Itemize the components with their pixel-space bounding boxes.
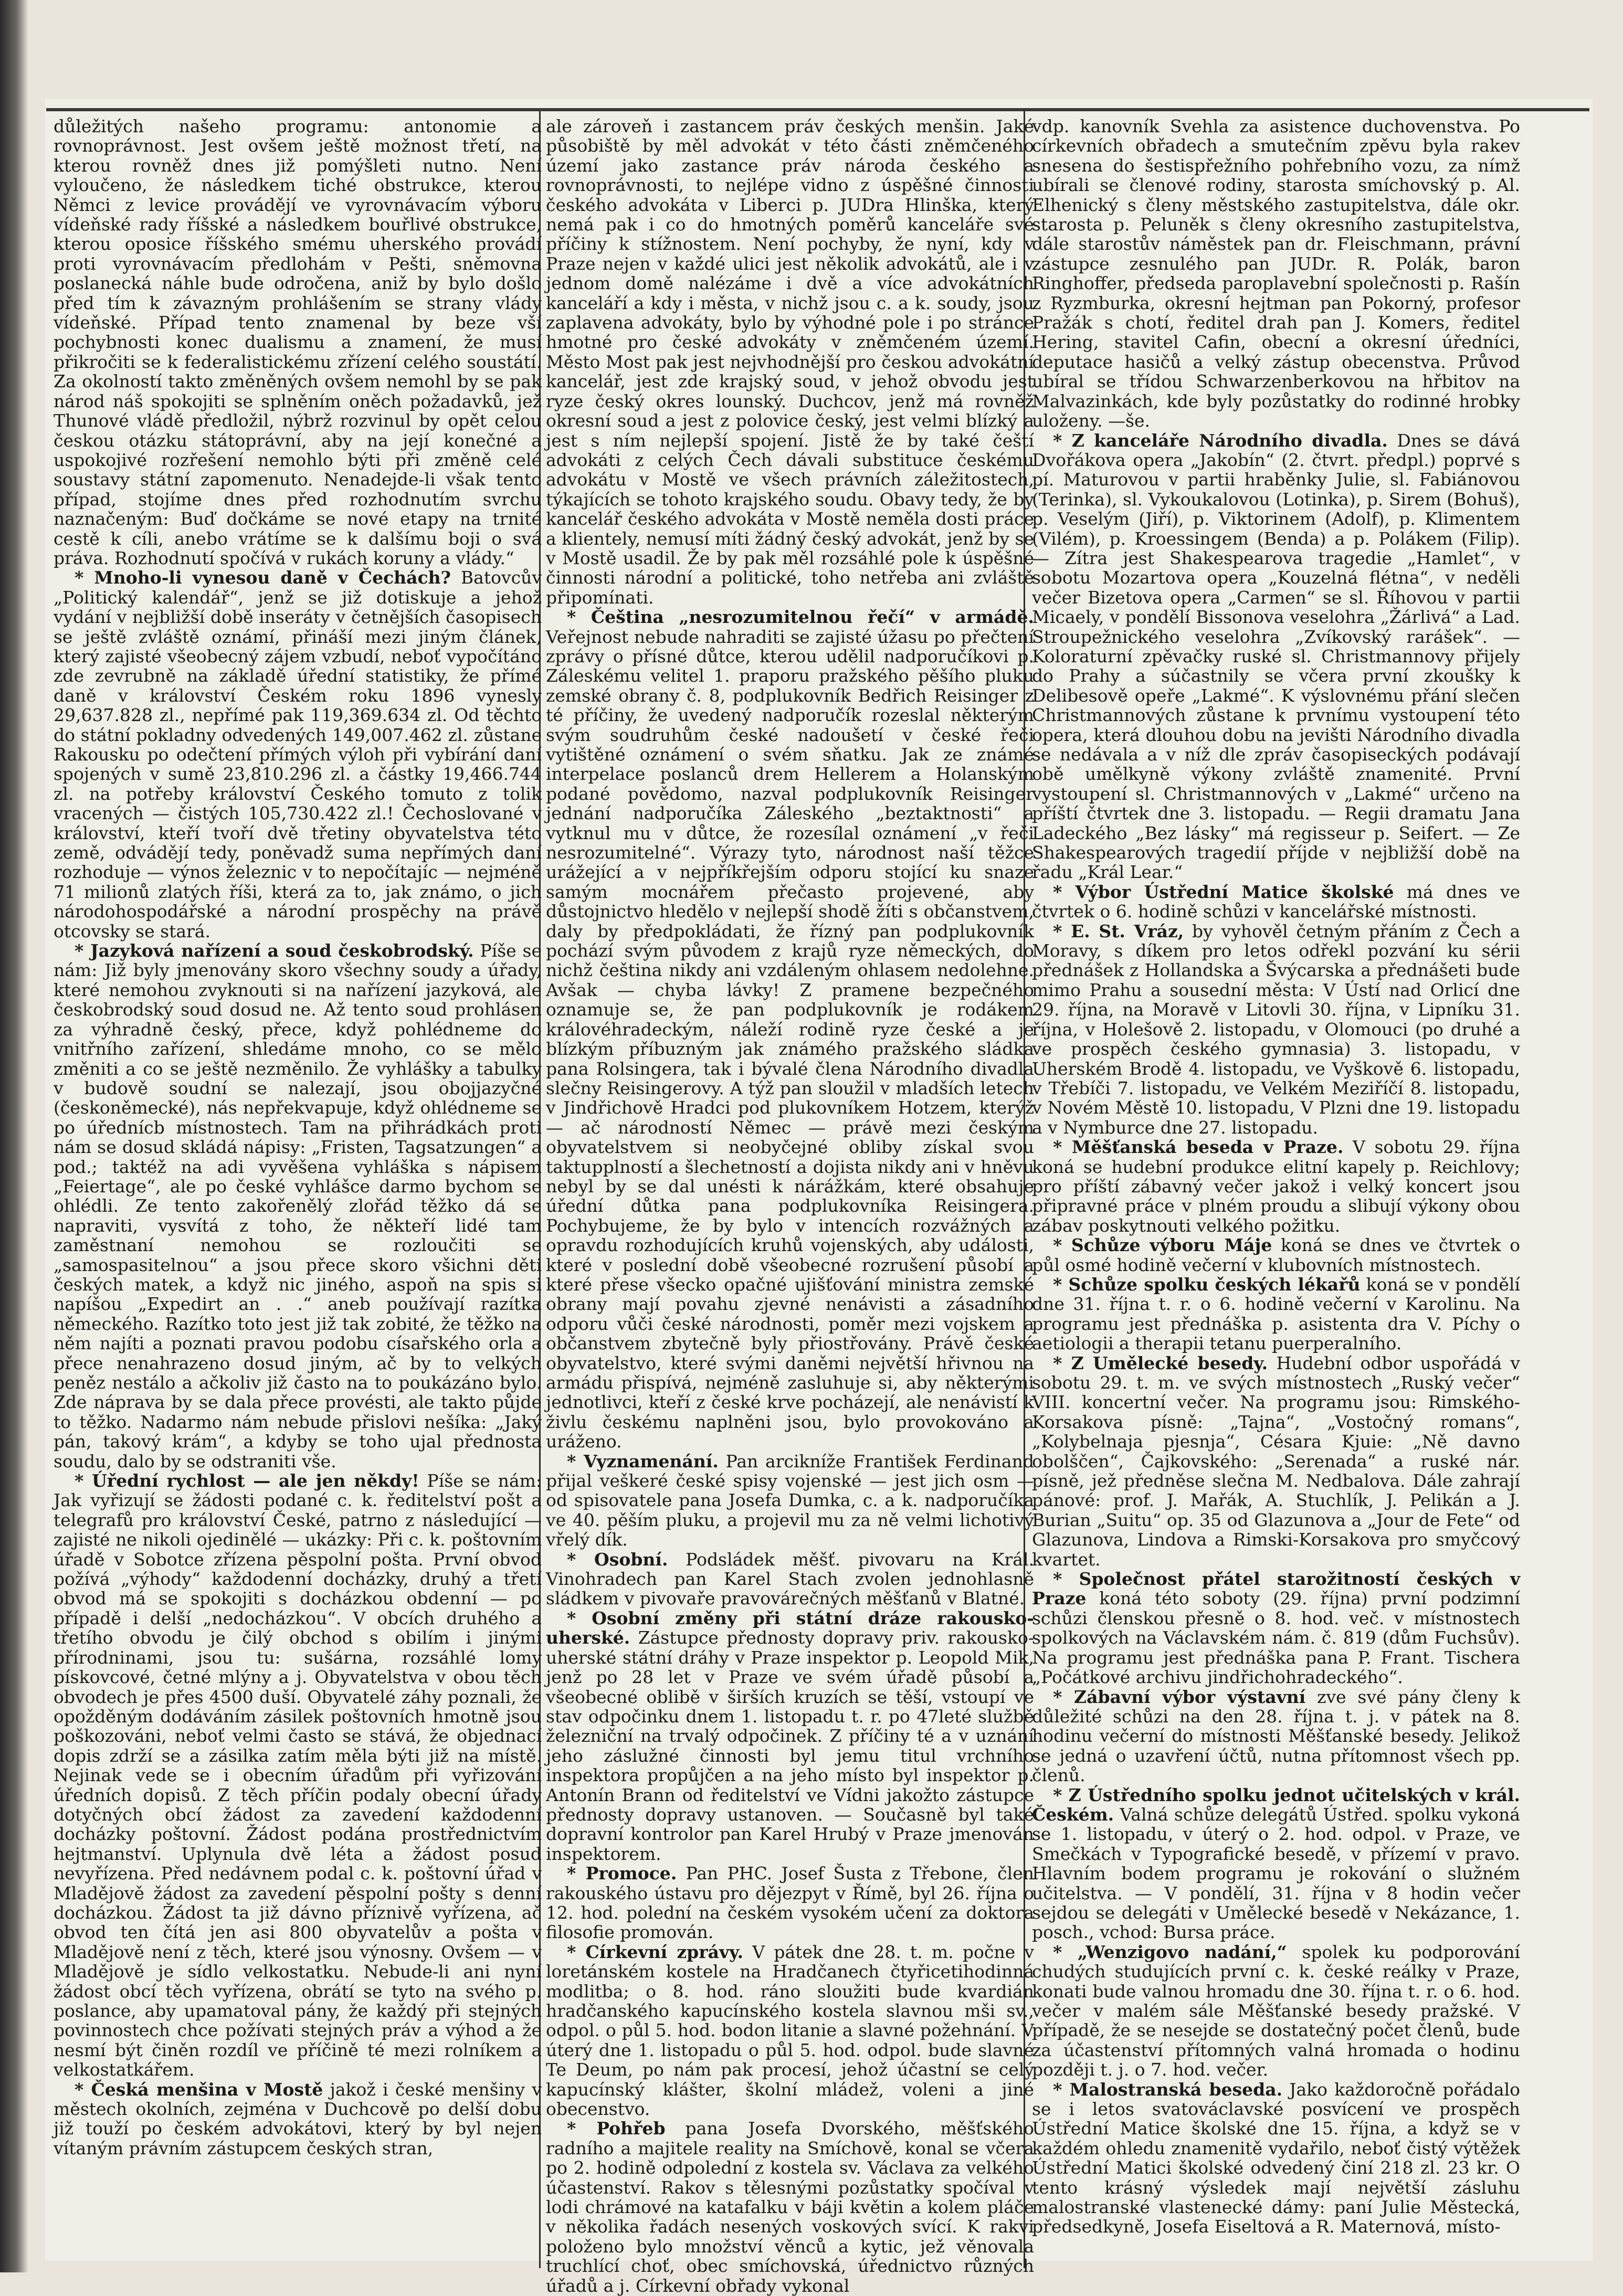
article-text: V sobotu 29. října koná se hudební produkce elitní kapely p. Reichlovy; pro příští zábavný večer jakož i velký koncert jsou připravné práce v plném proudu a slibují výkony obou zábav poskytnouti velkého požitku. [1032,1137,1520,1236]
article-text: spolek ku podporování chudých studujících první c. k. české reálky v Praze, konati bude valnou hromadu dne 30. října t. r. o 6. hod. večer v malém sále Měšťanské besedy pražské. V případě, že se nesejde se dostatečný počet členů, bude za účastenství přítomných valná hromada o hodinu později t. j. o 7. hod. večer. [1032,1941,1520,2080]
article-paragraph [546,1609,1034,1864]
article-heading: * Výbor Ústřední Matice školské [1053,881,1394,902]
article-heading: * Čeština „nesrozumitelnou řečí“ v armádě. [567,607,1034,628]
article-heading: * Osobní. [567,1549,668,1570]
article-paragraph [1032,882,1520,922]
article-paragraph [54,568,542,941]
article-paragraph [1032,1137,1520,1235]
article-text: Podsládek měšť. pivovaru na Král. Vinohradech pan Karel Stach zvolen jednohlasně sládkem v pivovaře pravovárečných měšťanů v Blatné. [546,1549,1034,1609]
article-heading: * Z Ústředního spolku jednot učitelských v král. Českém. [1032,1784,1520,1825]
article-paragraph [546,1942,1034,2119]
article-paragraph [1032,1275,1520,1353]
article-paragraph [54,117,542,568]
article-paragraph [54,1471,542,2080]
article-heading: * Zábavní výbor výstavní [1053,1686,1306,1707]
article-text: Zástupce přednosty dopravy priv. rakousko-uherské státní dráhy v Praze inspektor p. Leopold Mik, jenž po 28 let v Praze ve svém úřadě působí a všeobecné oblibě v širších kruzích se těší, vstoupí ve stav odpočinku dnem 1. listopadu t. r. po 47leté službě železniční na trvalý odpočinek. Z příčiny té a v uznání jeho záslužné činnosti byl jemu titul vrchního inspektora propůjčen a na jeho místo byl inspektor p. Antonín Brann od ředitelství ve Vídni jakožto zástupce přednosty dopravy ustanoven. — Současně byl také dopravní kontrolor pan Karel Hrubý v Praze jmenován inspektorem. [546,1627,1034,1864]
article-text: vdp. kanovník Svehla za asistence duchovenstva. Po církevních obřadech a smutečním zpěvu byla rakev snesena do šestispřežního pohřebního vozu, za nímž ubírali se členové rodiny, starosta smíchovský p. Al. Elhenický s členy městského zastupitelstva, dále okr. starosta p. Peluněk s členy okresního zastupitelstva, dále starostův náměstek pan dr. Fleischmann, právní zástupce zesnulého pan JUDr. R. Polák, baron Ringhoffer, předseda paroplavební společnosti p. Rašín z Ryzmburka, okresní hejtman pan Pokorný, profesor Pražák s chotí, ředitel drah pan J. Komers, ředitel Hering, stavitel Cafin, obecní a okresní úředníci, deputace hasičů a velký zástup obecenstva. Průvod ubíral se třídou Schwarzenberkovou na hřbitov na Malvazinkách, kde byly pozůstatky do rodinné hrobky uloženy. —še. [1032,116,1520,431]
article-paragraph [1032,2080,1520,2237]
article-text: Dnes se dává Dvořákova opera „Jakobín“ (2. čtvrt. předpl.) poprvé s pí. Maturovou v partii hraběnky Julie, sl. Fabiánovou (Terinka), sl. Vykoukalovou (Lotinka), p. Sirem (Bohuš), p. Veselým (Jiří), p. Viktorinem (Adolf), p. Klimentem (Vilém), p. Kroessingem (Benda) a p. Polákem (Filip). — Zítra jest Shakespearova tragedie „Hamlet“, v sobotu Mozartova opera „Kouzelná flétna“, v neděli večer Bizetova opera „Carmen“ se sl. Říhovou v partii Micaely, v pondělí Bissonova veselohra „Žárlivá“ a Lad. Stroupežnického veselohra „Zvíkovský rarášek“. — Koloraturní zpěvačky ruské sl. Christmannovy přijely do Prahy a súčastnily se včera první zkoušky k Delibesově opeře „Lakmé“. K výslovnému přání slečen Christmannových zůstane k prvnímu vystoupení této opera, která dlouhou dobu na jevišti Národního divadla se nedávala a v níž dle zpráv časopiseckých podávají obě umělkyně výkony zvláště znamenité. První vystoupení sl. Christmannových v „Lakmé“ určeno na příští čtvrtek dne 3. listopadu. — Regii dramatu Jana Ladeckého „Bez lásky“ má regisseur p. Seifert. — Ze Shakespearových tragedií příjde v nejbližší době na řadu „Král Lear.“ [1032,430,1520,883]
article-paragraph [1032,1353,1520,1569]
article-heading: * Schůze výboru Máje [1053,1235,1272,1256]
article-paragraph [546,607,1034,1451]
article-heading: * Malostranská beseda. [1053,2079,1283,2100]
article-paragraph [54,2080,542,2159]
article-heading: * Z kanceláře Národního divadla. [1053,430,1388,451]
article-text: Valná schůze delegátů Ústřed. spolku vykoná se 1. listopadu, v úterý o 2. hod. odpol. v Praze, ve Smečkách v Typografické besedě, v přízemí v pravo. Hlavním bodem programu je rokování o služném učitelstva. — V pondělí, 31. října v 8 hodin večer sejdou se delegáti v Umělecké besedě v Nekázance, 1. posch., vchod: Bursa práce. [1032,1804,1520,1943]
article-text: důležitých našeho programu: antonomie a rovnoprávnost. Jest ovšem ještě možnost třetí, na kterou rovněž dnes již pomýšleti nutno. Není vyloučeno, že následkem tiché obstrukce, kterou Němci z levice provádějí ve vyrovnávacím výboru vídeňské rady říšské a následkem bouřlivé obstrukce, kterou oposice říšského smému uherského provádí proti vyrovnávacím předlohám v Pešti, sněmovna poslanecká náhle bude odročena, aniž by bylo došlo před tím k závazným prohlášením se strany vlády vídeňské. Případ tento znamenal by beze vší pochybnosti konec dualismu a znamení, že musí přikročiti se k federalistickému zřízení celého soustátí. Za okolností takto změněných ovšem nemohl by se pak národ náš spokojiti se splněním oněch požadavků, jež Thunové vládě předložil, nýbrž rozvinul by opět celou českou otázku státoprávní, aby na její konečné a uspokojivé rozřešení nemohlo býti při změně celé soustavy státní zapomenuto. Nenadejde-li však tento případ, stojíme dnes před rozhodnutím svrchu naznačeným: Buď dočkáme se nové etapy na trnité cestě k cíli, anebo vrátíme se k dalšímu boji o svá práva. Rozhodnutí spočívá v rukách koruny a vlády.“ [54,116,542,568]
article-heading: * Promoce. [567,1863,677,1884]
column-2 [546,116,1034,2296]
article-text: ale zároveň i zastancem práv českých menšin. Jaké působiště by měl advokát v této části zněmčeného území jako zastance práv národa českého a rovnoprávnosti, to nejlépe vidno z úspěšné činnosti českého advokáta v Liberci p. JUDra Hlinška, který nemá pak i co do hmotných poměrů kanceláře své příčiny k stížnostem. Není pochyby, že nyní, kdy v Praze nejen v každé ulici jest několik advokátů, ale i v jednom domě nalézáme i dvě a více advokátních kanceláří a kdy i města, v nichž jsou c. a k. soudy, jsou zaplavena advokáty, bylo by výhodné pole i po stránce hmotné pro české advokáty v zněmčeném území. Město Most pak jest nejvhodnější pro českou advokátní kancelář, jest zde krajský soud, v jehož obvodu jest ryze český okres lounský. Duchcov, jenž má rovněž okresní soud a jest z polovice český, jest velmi blízký a jest s ním nejlepší spojení. Jistě že by také čeští advokáti z celých Čech dávali substituce českému advokátu v Mostě ve všech právních záležitostech, týkajících se tohoto krajského soudu. Obavy tedy, že by kancelář českého advokáta v Mostě neměla dosti práce a klientely, nemusí míti žádný český advokát, jenž by se v Mostě usadil. Že by pak měl rozsáhlé pole k úspěšné činnosti národní a politické, toho netřeba ani zvláště připomínati. [546,116,1034,608]
article-heading: * Úřední rychlost — ale jen někdy! [75,1470,419,1491]
article-text: koná této soboty (29. října) první podzimní schůzi členskou přesně o 8. hod. več. v místnostech spolkových na Václavském nám. č. 819 (dům Fuchsův). Na programu jest přednáška pana P. Frant. Tischera „Počátkové archivu jindřichohradeckého“. [1032,1588,1521,1688]
article-text: má dnes ve čtvrtek o 6. hodině schůzi v kancelářské místnosti. [1032,881,1520,922]
article-paragraph [546,117,1034,607]
article-text: by vyhověl četným přáním z Čech a Moravy, s díkem pro letos odřekl pozvání ku sérii přednášek z Hollandska a Švýcarska a přednášeti bude mimo Prahu a sousední města: V Ústí nad Orlicí dne 29. října, na Moravě v Litovli 30. října, v Lipníku 31. října, v Holešově 2. listopadu, v Olomouci (po druhé a ve prospěch českého gymnasia) 3. listopadu, v Uherském Brodě 4. listopadu, ve Vyškově 6. listopadu, v Třebíči 7. listopadu, ve Velkém Meziříčí 8. listopadu, v Novém Městě 10. listopadu, V Plzni dne 19. listopadu a v Nymburce dne 27. listopadu. [1032,920,1520,1138]
article-text: V pátek dne 28. t. m. počne v loretánském kostele na Hradčanech čtyřicetihodinná modlitba; o 8. hod. ráno sloužiti bude kvardián hradčanského kapucínského kostela slavnou mši sv., odpol. o půl 5. hod. bodon litanie a slavné požehnání. V úterý dne 1. listopadu o půl 5. hod. odpol. bude slavné Te Deum, po nám pak procesí, jehož účastní se celý kapucínský klášter, školní mládež, voleni a jiné obecenstvo. [546,1941,1034,2120]
article-heading: * Osobní změny při státní dráze rakousko-uherské. [546,1607,1034,1648]
article-paragraph [1032,117,1520,431]
column-3 [1032,117,1520,2263]
article-text: koná se dnes ve čtvrtek o půl osmé hodině večerní v klubovních místnostech. [1032,1235,1520,1275]
article-text: Veřejnost nebude nahraditi se zajisté úžasu po přečtení zprávy o přísné důtce, kterou udělil nadporučíkovi p. Záleskému velitel 1. praporu pražského pěšího pluku zemské obrany č. 8, podplukovník Bedřich Reisinger z té příčiny, že uvedený nadporučík rozeslal některým svým soudruhům české nadoušetí v české řeči vytištěné oznámení o svém sňatku. Jak ze známé interpelace poslanců drem Hellerem a Holanským podané povědomo, nazval podplukovník Reisinger jednání nadporučíka Záleského „beztaktnosti“ a vytknul mu v důtce, že rozesílal oznámení „v řeči nesrozumitelné“. Výrazy tyto, národnost naší těžce urážející a v nejpříkřejším odporu stojící ku snaze samým mocnářem přečasto projevené, aby důstojnictvo hledělo v nejlepší shodě žíti s občanstvem, daly by předpokládati, že řízný pan podplukovník pochází svým původem z krajů ryze německých, do nichž čeština nikdy ani vzdáleným ohlasem nedolehne. Avšak — chyba lávky! Z pramene bezpečného oznamuje se, že pan podplukovník je rodákem královéhradeckým, náleží rodině ryze české a je blízkým příbuzným jak známého pražského sládka pana Rolsingera, tak i bývalé člena Národního divadla slečny Reisingerovy. A týž pan sloužil v mladších letech v Jindřichově Hradci pod plukovníkem Hotzem, kterýž — ač národností Němec — právě mezi českým obyvatelstvem si neobyčejné obliby získal svou taktupplností a šlechetností a dojista nikdy ani v hněvu nebyl by se dal unésti k nárážkám, které obsahuje úřední důtka pana podplukovníka Reisingera. Pochybujeme, že by bylo v intencích rozvážných a opravdu rozhodujících kruhů vojenských, aby události, které v poslední době všeobecné rozrušení působí a které přese všecko opačné ujišťování ministra zemské obrany mají povahu zjevné nenávisti a zásadního odporu vůči české národnosti, poměr mezi vojskem a občanstvem zbytečně byly přiostřovány. Právě české obyvatelstvo, které svými daněmi největší hřivnou na armádu přispívá, nejméně zasluhuje si, aby některými jednotlivci, kteří z české krve pocházejí, ale nenávistí k živlu českému naplněni jsou, bylo provokováno a uráženo. [546,626,1034,1452]
article-heading: * Mnoho-li vynesou daně v Čechách? [75,567,451,588]
article-text: Píše se nám: Již byly jmenovány skoro všechny soudy a úřady, které nemohou zvyknouti si na nařízení jazyková, ale českobrodský soud dosud ne. Až tento soud prohlásen za výhradně český, přece, když pohlédneme do vnitřního zařízení, shledáme mnoho, co se mělo změniti a co se ještě nezměnilo. Že vyhlášky a tabulky v budově soudní se nalezají, jsou obojjazyčné (českoněmecké), nás nepřekvapuje, když ohlédneme se po úřednícb místnostech. Tam na přihrádkách proti nám se dosud skládá nápisy: „Fristen, Tagsatzungen“ a pod.; taktéž na adi vyvěšena vyhláška s nápisem „Feiertage“, ale po české vyhlášce darmo bychom se ohlédli. Ze tento zakořenělý zlořád těžko dá se napraviti, vysvítá z toho, že někteří lidé tam zaměstnaní nemohou se rozloučiti se „samospasitelnou“ a jsou přece skoro všichni děti českých matek, a když nic jiného, aspoň na spis si napíšou „Expedirt an . .“ aneb používají razítka německého. Razítko toto jest již tak zobité, že těžko na něm najíti a poznati pravou podobu císařského orla a přece nenahrazeno dosud jiným, ač by to velkých peněz nestálo a ačkoliv již často na to poukázáno bylo. Zde náprava by se dala přece provésti, ale takto půjde to těžko. Nadarmo nám nebude přislovi nešíka: „Jaký pán, takový krám“, a kdyby se toho ujal přednosta soudu, dalo by se odstraniti vše. [54,940,542,1472]
column-1 [54,117,542,2263]
article-paragraph [54,941,542,1471]
article-paragraph [1032,431,1520,882]
article-paragraph [546,1550,1034,1609]
top-rule [46,108,1589,111]
article-text: Hudební odbor uspořádá v sobotu 29. t. m. ve svých místnostech „Ruský večer“ VIII. koncertní večer. Na programu jsou: Rimského-Korsakova písně: „Tajna“, „Vostočný romans“, „Kolybelnaja pjesnja“, Césara Kjuie: „Ně davno obolščen“, Čajkovského: „Serenada“ a ruské nár. písně, jež předněse slečna M. Nedbalova. Dále zahrají pánové: prof. J. Mařák, A. Stuchlík, J. Pelikán a J. Burian „Suitu“ op. 35 od Glazunova a „Jour de Fete“ od Glazunova, Lindova a Rimski-Korsakova pro smyčcový kvartet. [1032,1352,1520,1570]
article-heading: * Společnost přátel starožitností českých v Praze [1032,1569,1520,1609]
article-heading: * Schůze spolku českých lékařů [1053,1274,1361,1295]
article-heading: * Česká menšina v Mostě [75,2079,323,2100]
article-text: Píše se nám: Jak vyřizují se žádosti podané c. k. ředitelství pošt a telegrafů pro království České, patrno z následující — zajisté ne nikoli ojedinělé — ukázky: Při c. k. poštovním úřadě v Sobotce zřízena pěspolní pošta. První obvod požívá „výhody“ každodenní docházky, druhý a třetí obvod má se spokojiti s docházkou obdenní — po případě i delší „nedocházkou“. V obcích druhého a třetího obvodu je čilý obchod s obilím i jinými přírodninami, jsou tu: sušárna, rozsáhlé lomy pískovcové, četné mlýny a j. Obyvatelstva v obou těch obvodech je přes 4500 duší. Obyvatelé záhy poznali, že opožděným dodáváním zásilek poštovních hmotně jsou poškozováni, neboť velmi často se stává, že objednací dopis zdrží se a zásilka zatím měla býti již na místě. Nejinak vede se i obecním úřadům při vyřizování úředních dopisů. Z těch příčin podaly obecní úřady dotyčných obcí žádost za zavedení každodenní docházky poštovní. Žádost podána prostřednictvím hejtmanství. Uplynula dvě léta a žádost posud nevyřízena. Před nedávnem podal c. k. poštovní úřad v Mladějově žádost za zavedení pěspolní pošty s denní docházkou. Žádost ta již dávno příznivě vyřízena, ač obvod ten čítá jen asi 800 obyvatelův a pošta v Mladějově není z těch, které jsou výnosny. Ovšem — v Mladějově je sídlo velkostatku. Nebude-li ani nyní žádost obcí těch vyřízena, obrátí se tyto na svého p. poslance, aby upamatoval pány, že každý při stejných povinnostech chce požívati stejných práv a výhod a že nesmí být činěn rozdíl ve příčině té mezi rolníkem a velkostatkářem. [54,1470,542,2080]
article-text: Pan PHC. Josef Šusta z Třebone, člen rakouského ústavu pro dějezpyt v Římě, byl 26. října o 12. hod. polední na českém vysokém učení za doktora filosofie promován. [546,1863,1034,1943]
article-paragraph [1032,1942,1520,2080]
article-heading: * Vyznamenání. [567,1451,719,1472]
article-paragraph [1032,1235,1520,1275]
article-text: koná se v pondělí dne 31. října t. r. o 6. hodině večerní v Karolinu. Na programu jest přednáška p. asistenta dra V. Píchy o aetiologii a therapii tetanu puerperalního. [1032,1274,1520,1354]
article-text: Jako každoročně pořádalo se i letos svatováclavské posvícení ve prospěch Ústřední Matice školské dne 15. října, a když se v každém ohledu znamenitě vydařilo, neboť čistý výtěžek Ústřední Matici školské odvedený činí 218 zl. 23 kr. O tento krásný výsledek mají největší zásluhu malostranské vlastenecké dámy: paní Julie Městecká, předsedkyně, Josefa Eiseltová a R. Maternová, místo- [1032,2079,1520,2237]
article-text: pana Josefa Dvorského, měšťského radního a majitele reality na Smíchově, konal se včera po 2. hodině odpolední z kostela sv. Václava za velkého účastenství. Rakov s tělesnými pozůstatky spočíval v lodi chrámové na katafalku v báji květin a kolem pláče v několika řadách nesených voskových svící. K rakvi položeno bylo množství věnců a kytic, jež věnovala truchlící choť, obec smíchovská, úřednictvo různých úřadů a j. Církevní obřady vykonal [546,2118,1034,2296]
article-paragraph [546,1452,1034,1550]
article-paragraph [546,1864,1034,1942]
article-text: Batovcův „Politický kalendář“, jenž se již dotiskuje a jehož vydání v nejbližší době inseráty v četnějších časopisech se ještě zvláště oznámí, přináší mezi jiným článek, který zajisté všeobecný zájem vzbudí, neboť vypočítáno zde zevrubně na základě úřední statistiky, že přímé daně v království Českém roku 1896 vynesly 29,637.828 zl., nepřímé pak 119,369.634 zl. Od těchto do státní pokladny odvedených 149,007.462 zl. zůstane Rakousku po odečtení přímých výloh při vybírání daní spojených v sumě 23,810.296 zl. a částky 19,466.744 zl. na potřeby království Českého tomuto z tolik vracených — čistých 105,730.422 zl.! Čechoslované v království, kteří tvoří dvě třetiny obyvatelstva této země, odvádějí tedy, poněvadž suma nepřímých daní rozhoduje — výnos železnic v to nepočítajíc — nejméně 71 milionů zlatých říši, která za to, jak známo, o jich národohospodářské a národní prospěchy na právě otcovsky se stará. [54,567,542,941]
article-paragraph [1032,1569,1520,1687]
article-paragraph [1032,1785,1520,1942]
article-heading: * E. St. Vráz, [1053,920,1184,941]
article-text: jakož i české menšiny v městech okolních, zejména v Duchcově po delší dobu již touží po českém advokátovi, který by byl nejen vítaným právním zástupcem českých stran, [54,2079,542,2159]
article-heading: * „Wenzigovo nadání,“ [1053,1941,1287,1962]
article-text: zve své pány členy k důležité schůzi na den 28. října t. j. v pátek na 8. hodinu večerní do místnosti Měšťanské besedy. Jelikož se jedná o uzavření účtů, nutna přítomnost všech pp. členů. [1032,1686,1520,1786]
article-heading: * Měšťanská beseda v Praze. [1053,1137,1344,1158]
article-paragraph [1032,1687,1520,1785]
article-text: Pan arcikníže František Ferdinand přijal veškeré české spisy vojenské — jest jich osm — od spisovatele pana Josefa Dumka, c. a k. nadporučíka ve 40. pěším pluku, a projevil mu za ně velmi lichotivý vřelý dík. [546,1451,1034,1550]
article-heading: * Z Umělecké besedy. [1053,1352,1268,1373]
article-heading: * Pohřeb [567,2118,666,2139]
article-paragraph [1032,922,1520,1137]
article-heading: * Církevní zprávy. [567,1941,744,1962]
article-paragraph [546,2119,1034,2295]
article-heading: * Jazyková nařízení a soud českobrodský. [75,940,474,961]
scan-edge [0,0,28,2272]
